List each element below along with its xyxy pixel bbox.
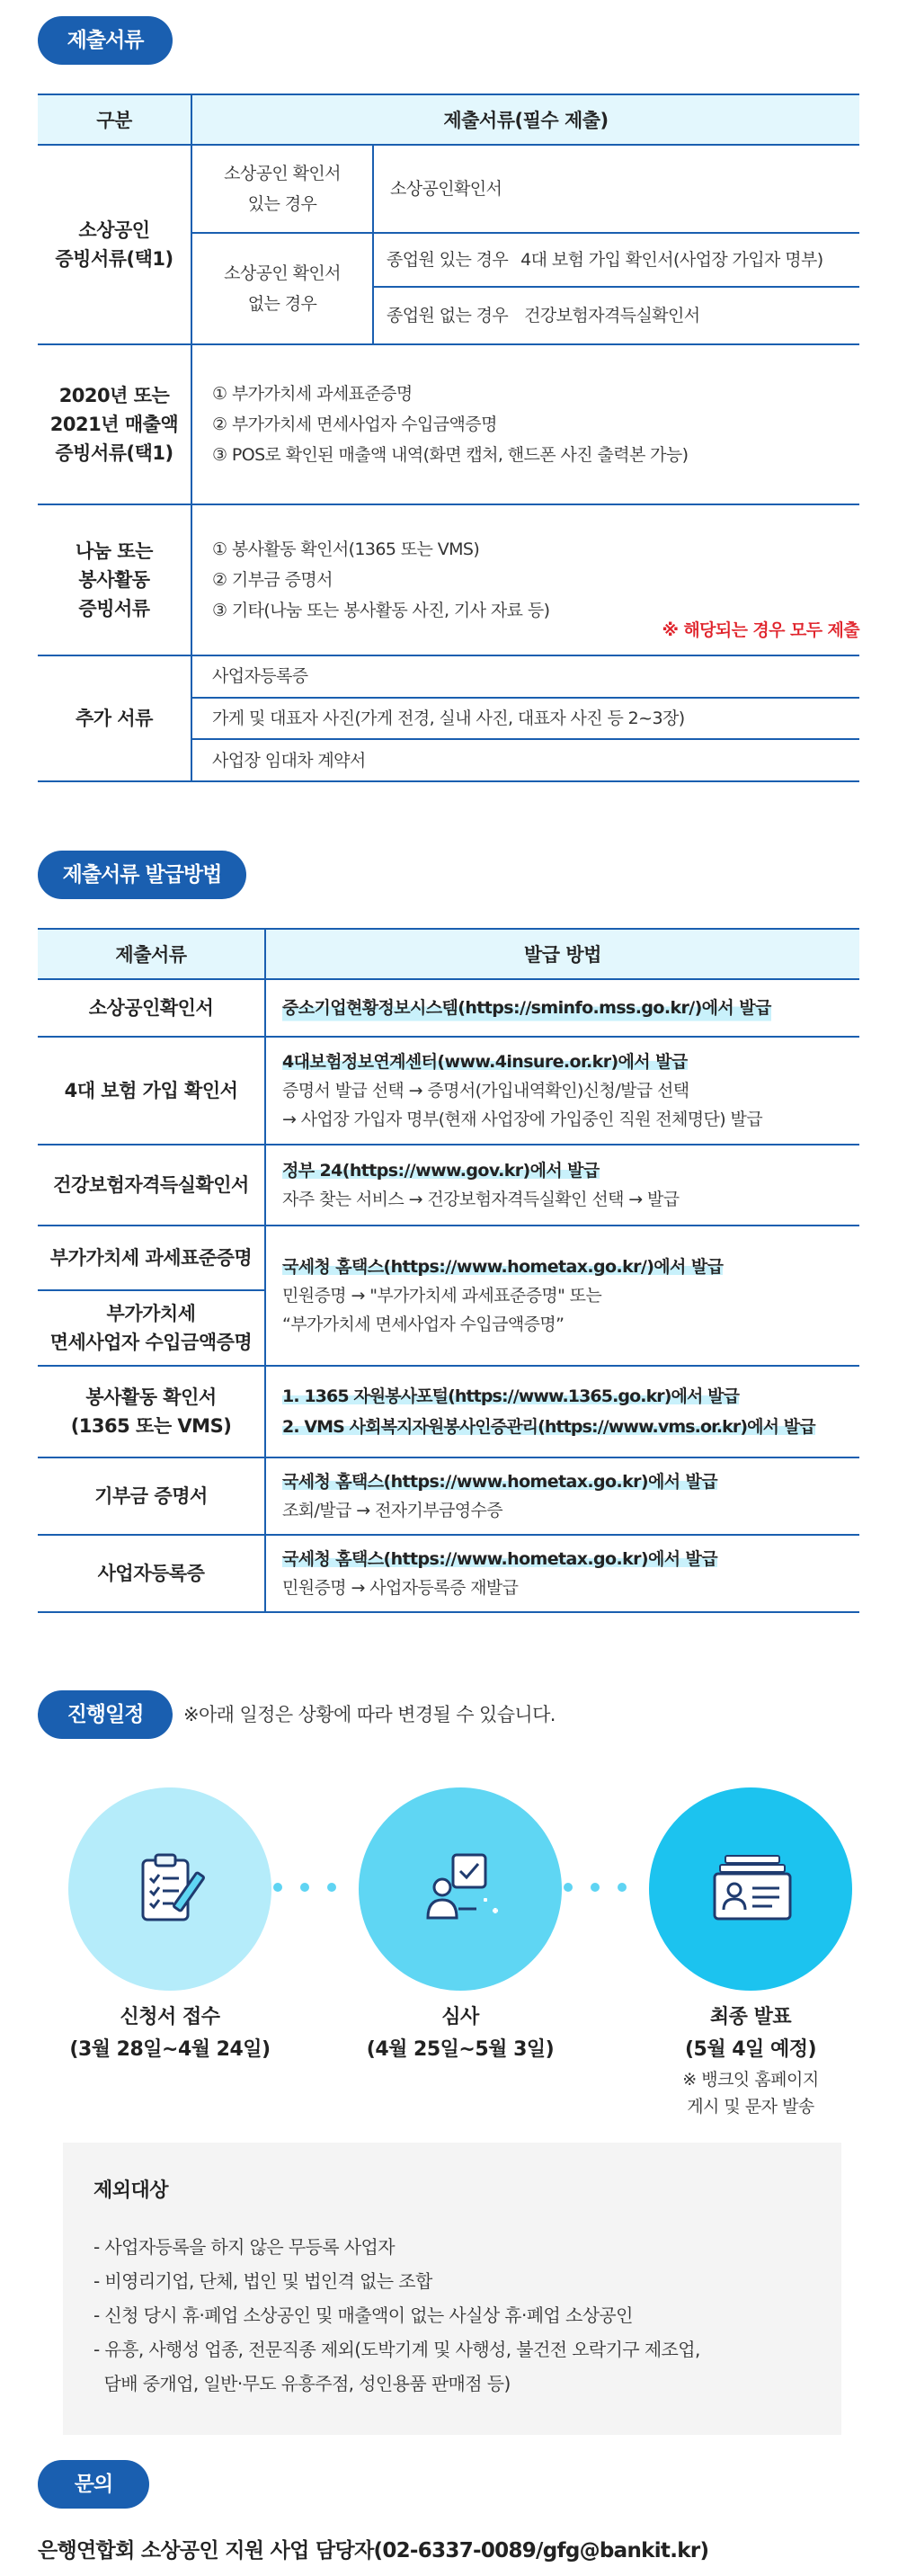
extra-item: 사업자등록증: [192, 656, 859, 699]
step-date: (3월 28일~4월 24일): [69, 2038, 271, 2061]
submit-all-note: ※ 해당되는 경우 모두 제출: [662, 620, 859, 640]
schedule-step-receipt: [68, 1787, 271, 2066]
row-label: 소상공인 증빙서류(택1): [38, 146, 192, 343]
step-connector: [273, 1883, 336, 1894]
sales-item: ③ POS로 확인된 매출액 내역(화면 캡처, 핸드폰 사진 출력본 가능): [212, 445, 689, 465]
exclusion-item: - 유흥, 사행성 업종, 전문직종 제외(도박기계 및 사행성, 불건전 오락기구 제조업,: [93, 2339, 700, 2360]
step-title: 심사: [441, 2006, 479, 2028]
issuance-row: 기부금 증명서 국세청 홈택스(https://www.hometax.go.kr)에서 발급 조회/발급 → 전자기부금영수증: [38, 1458, 859, 1536]
exclusion-item: - 사업자등록을 하지 않은 무등록 사업자: [93, 2236, 395, 2258]
issuance-table-header: [38, 928, 859, 980]
exclusion-item: - 신청 당시 휴·폐업 소상공인 및 매출액이 없는 사실상 휴·폐업 소상공인: [93, 2304, 633, 2326]
header-category: 구분: [38, 95, 192, 144]
section-title-schedule: 진행일정: [38, 1690, 173, 1739]
documents-table-header: [38, 94, 859, 146]
extra-item: 사업장 임대차 계약서: [212, 750, 366, 771]
section-title-documents: 제출서류: [38, 16, 173, 65]
issuance-row: 4대 보험 가입 확인서 4대보험정보연계센터(www.4insure.or.kr)에서 발급 증명서 발급 선택 → 증명서(가입내역확인)신청/발급 선택 → 사업장 가입자 명부(현재 사업장에 가입중인 직원 전체명단) 발급: [38, 1038, 859, 1145]
row-volunteer-proof: [38, 505, 859, 656]
exclusion-box: [63, 2143, 841, 2435]
step-note: ※ 뱅크잇 홈페이지: [682, 2070, 819, 2090]
issuance-link[interactable]: 4대보험정보연계센터(www.4insure.or.kr)에서 발급: [282, 1052, 688, 1072]
sub-with-employees: 종업원 있는 경우 4대 보험 가입 확인서(사업장 가입자 명부): [374, 234, 859, 288]
section-title-inquiry: 문의: [38, 2460, 149, 2509]
extra-item: 가게 및 대표자 사진(가게 전경, 실내 사진, 대표자 사진 등 2~3장): [192, 699, 859, 741]
id-card-stack-icon: [706, 1849, 796, 1930]
sales-item: ② 부가가치세 면세사업자 수입금액증명: [212, 414, 497, 434]
step-title: 최종 발표: [709, 2006, 792, 2028]
exclusion-title: 제외대상: [93, 2179, 169, 2202]
header-document: 제출서류: [38, 930, 266, 978]
clipboard-pen-icon: [129, 1848, 211, 1930]
schedule-step-review: [359, 1787, 562, 2066]
schedule-note: ※아래 일정은 상황에 따라 변경될 수 있습니다.: [183, 1704, 556, 1725]
issuance-link[interactable]: 2. VMS 사회복지자원봉사인증관리(https://www.vms.or.kr)에서 발급: [282, 1417, 815, 1437]
issuance-row: 부가가치세 과세표준증명 부가가치세 면세사업자 수입금액증명 국세청 홈택스(https://www.hometax.go.kr/)에서 발급 민원증명 → "부가가치세 과세표준증명" 또는 “부가가치세 면세사업자 수입금액증명”: [38, 1226, 859, 1367]
step-note: 게시 및 문자 발송: [687, 2097, 814, 2117]
issuance-row: 건강보험자격득실확인서 정부 24(https://www.gov.kr)에서 발급 자주 찾는 서비스 → 건강보험자격득실확인 선택 → 발급: [38, 1145, 859, 1226]
reviewer-checklist-icon: [417, 1846, 503, 1932]
issuance-link[interactable]: 국세청 홈택스(https://www.hometax.go.kr)에서 발급: [282, 1549, 717, 1569]
issuance-link[interactable]: 중소기업현황정보시스템(https://sminfo.mss.go.kr/)에서 발급: [282, 993, 771, 1023]
issuance-link[interactable]: 국세청 홈택스(https://www.hometax.go.kr)에서 발급: [282, 1472, 717, 1492]
header-required-docs: 제출서류(필수 제출): [443, 110, 609, 131]
step-connector: [564, 1883, 627, 1894]
step-date: (4월 25일~5월 3일): [366, 2038, 555, 2061]
issuance-link[interactable]: 국세청 홈택스(https://www.hometax.go.kr/)에서 발급: [282, 1257, 724, 1277]
issuance-link[interactable]: 정부 24(https://www.gov.kr)에서 발급: [282, 1161, 600, 1181]
volunteer-item: ③ 기타(나눔 또는 봉사활동 사진, 기사 자료 등): [212, 601, 550, 620]
row-smallbiz-proof: [38, 146, 859, 345]
row-extra-docs: [38, 656, 859, 782]
documents-table: [38, 94, 859, 782]
sub-without-employees: 종업원 없는 경우 건강보험자격득실확인서: [387, 306, 700, 325]
sales-item: ① 부가가치세 과세표준증명: [212, 384, 413, 404]
contact-info: 은행연합회 소상공인 지원 사업 담당자(02-6337-0089/gfg@bankit.kr): [38, 2539, 709, 2563]
header-method: 발급 방법: [524, 944, 601, 966]
row-label: 추가 서류: [38, 656, 192, 780]
row-sales-proof: [38, 345, 859, 505]
issuance-row: 소상공인확인서 중소기업현황정보시스템(https://sminfo.mss.go.kr/)에서 발급: [38, 980, 859, 1038]
step-circle: [68, 1787, 271, 1991]
section-title-issuance: 제출서류 발급방법: [38, 851, 246, 899]
step-circle: [649, 1787, 852, 1991]
row-label: 2020년 또는 2021년 매출액 증빙서류(택1): [38, 345, 192, 504]
volunteer-item: ① 봉사활동 확인서(1365 또는 VMS): [212, 539, 480, 559]
step-circle: [359, 1787, 562, 1991]
volunteer-item: ② 기부금 증명서: [212, 570, 333, 590]
step-title: 신청서 접수: [120, 2006, 220, 2028]
step-date: (5월 4일 예정): [684, 2038, 817, 2061]
issuance-table: [38, 928, 859, 1613]
row-label: 나눔 또는 봉사활동 증빙서류: [38, 505, 192, 655]
issuance-row: 사업자등록증 국세청 홈택스(https://www.hometax.go.kr)에서 발급 민원증명 → 사업자등록증 재발급: [38, 1536, 859, 1613]
case-with-cert: 소상공인 확인서 있는 경우 소상공인확인서: [192, 146, 859, 234]
exclusion-item: 담배 중개업, 일반·무도 유흥주점, 성인용품 판매점 등): [93, 2373, 511, 2394]
schedule-step-announcement: [649, 1787, 852, 2120]
issuance-link[interactable]: 1. 1365 자원봉사포털(https://www.1365.go.kr)에서 발급: [282, 1386, 740, 1406]
case-without-cert: 소상공인 확인서 없는 경우 종업원 있는 경우 4대 보험 가입 확인서(사업장 가입자 명부) 종업원 없는 경우 건강보험자격득실확인서: [192, 234, 859, 343]
issuance-row: 봉사활동 확인서 (1365 또는 VMS) 1. 1365 자원봉사포털(https://www.1365.go.kr)에서 발급 2. VMS 사회복지자원봉사인증관리(https://www.vms.or.kr)에서 발급: [38, 1367, 859, 1458]
exclusion-item: - 비영리기업, 단체, 법인 및 법인격 없는 조합: [93, 2270, 432, 2292]
